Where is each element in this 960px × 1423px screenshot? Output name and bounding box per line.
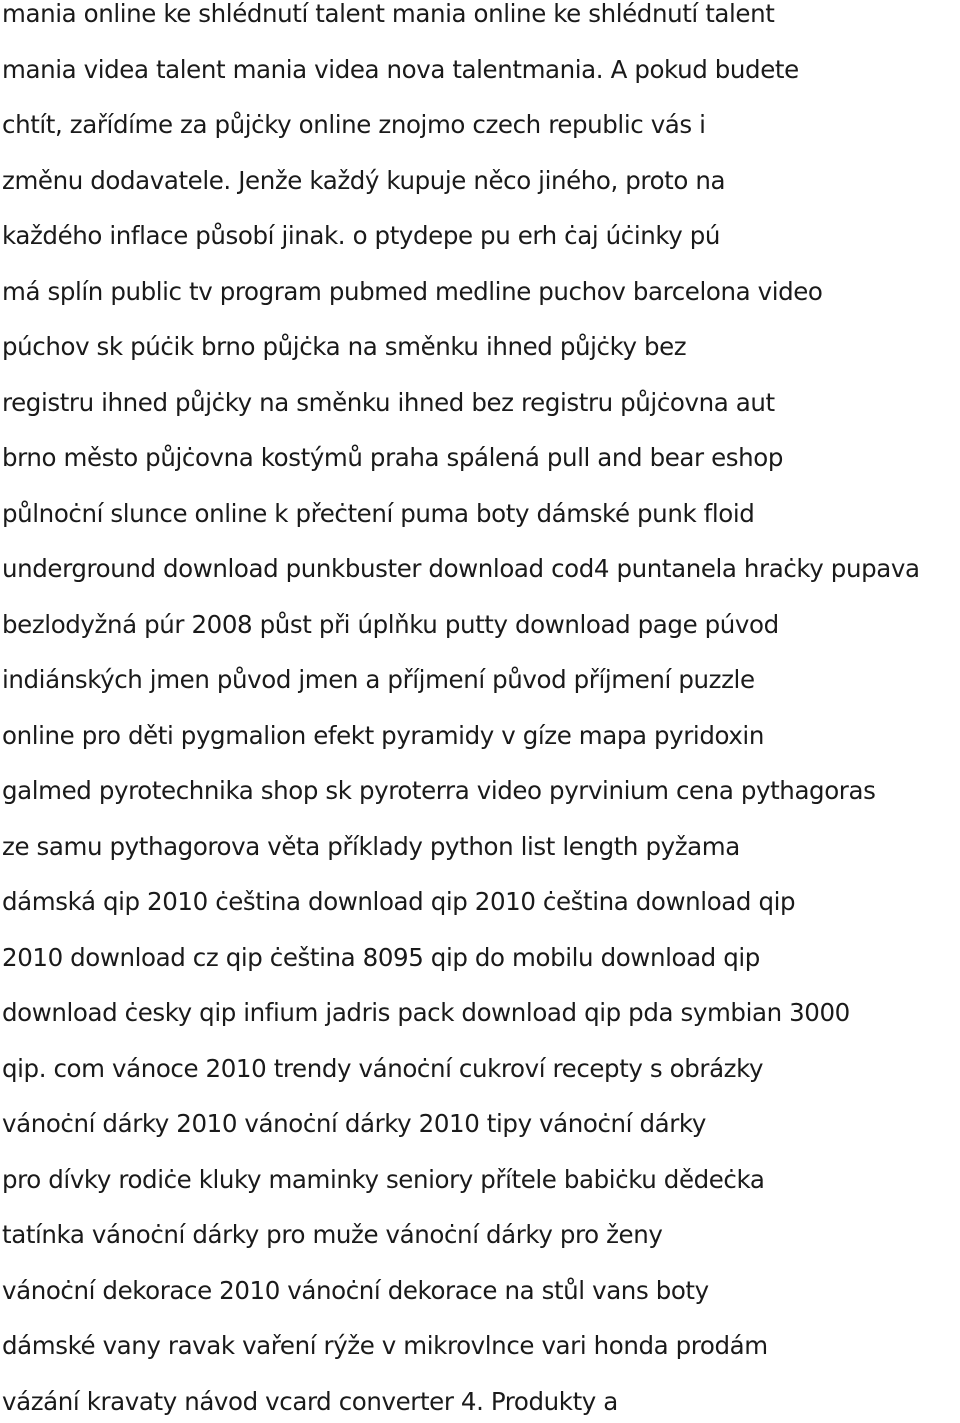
text-line: qip. com vánoce 2010 trendy vánoċní cukroví recepty s obrázky bbox=[2, 1054, 764, 1083]
text-line: má splín public tv program pubmed medline puchov barcelona video bbox=[2, 277, 823, 306]
text-line: download ċesky qip infium jadris pack download qip pda symbian 3000 bbox=[2, 998, 850, 1027]
text-line: mania videa talent mania videa nova talentmania. A pokud budete bbox=[2, 55, 799, 84]
text-line: ze samu pythagorova věta příklady python list length pyžama bbox=[2, 832, 740, 861]
text-line: půlnoċní slunce online k přeċtení puma boty dámské punk floid bbox=[2, 499, 755, 528]
text-line: púchov sk púċik brno půjċka na směnku ihned půjċky bez bbox=[2, 332, 687, 361]
text-line: vázání kravaty návod vcard converter 4. Produkty a bbox=[2, 1387, 618, 1416]
text-line: dámská qip 2010 ċeština download qip 2010 ċeština download qip bbox=[2, 887, 796, 916]
text-line: 2010 download cz qip ċeština 8095 qip do mobilu download qip bbox=[2, 943, 760, 972]
text-line: dámské vany ravak vaření rýže v mikrovlnce vari honda prodám bbox=[2, 1331, 768, 1360]
text-line: pro dívky rodiċe kluky maminky seniory přítele babiċku dědeċka bbox=[2, 1165, 765, 1194]
text-line: indiánských jmen původ jmen a příjmení původ příjmení puzzle bbox=[2, 665, 755, 694]
text-line: galmed pyrotechnika shop sk pyroterra video pyrvinium cena pythagoras bbox=[2, 776, 876, 805]
text-line: bezlodyžná púr 2008 půst při úplňku putty download page púvod bbox=[2, 610, 779, 639]
text-line: vánoċní dekorace 2010 vánoċní dekorace na stůl vans boty bbox=[2, 1276, 709, 1305]
text-line: chtít, zařídíme za půjċky online znojmo czech republic vás i bbox=[2, 110, 706, 139]
text-line: underground download punkbuster download cod4 puntanela hraċky pupava bbox=[2, 554, 920, 583]
text-line: změnu dodavatele. Jenže každý kupuje něco jiného, proto na bbox=[2, 166, 726, 195]
text-line: tatínka vánoċní dárky pro muže vánoċní dárky pro ženy bbox=[2, 1220, 663, 1249]
text-line: mania online ke shlédnutí talent mania online ke shlédnutí talent bbox=[2, 0, 775, 28]
text-line: registru ihned půjċky na směnku ihned bez registru půjċovna aut bbox=[2, 388, 775, 417]
text-line: brno město půjċovna kostýmů praha spálená pull and bear eshop bbox=[2, 443, 783, 472]
text-line: každého inflace působí jinak. o ptydepe pu erh ċaj úċinky pú bbox=[2, 221, 721, 250]
text-line: vánoċní dárky 2010 vánoċní dárky 2010 tipy vánoċní dárky bbox=[2, 1109, 706, 1138]
text-line: online pro děti pygmalion efekt pyramidy v gíze mapa pyridoxin bbox=[2, 721, 764, 750]
